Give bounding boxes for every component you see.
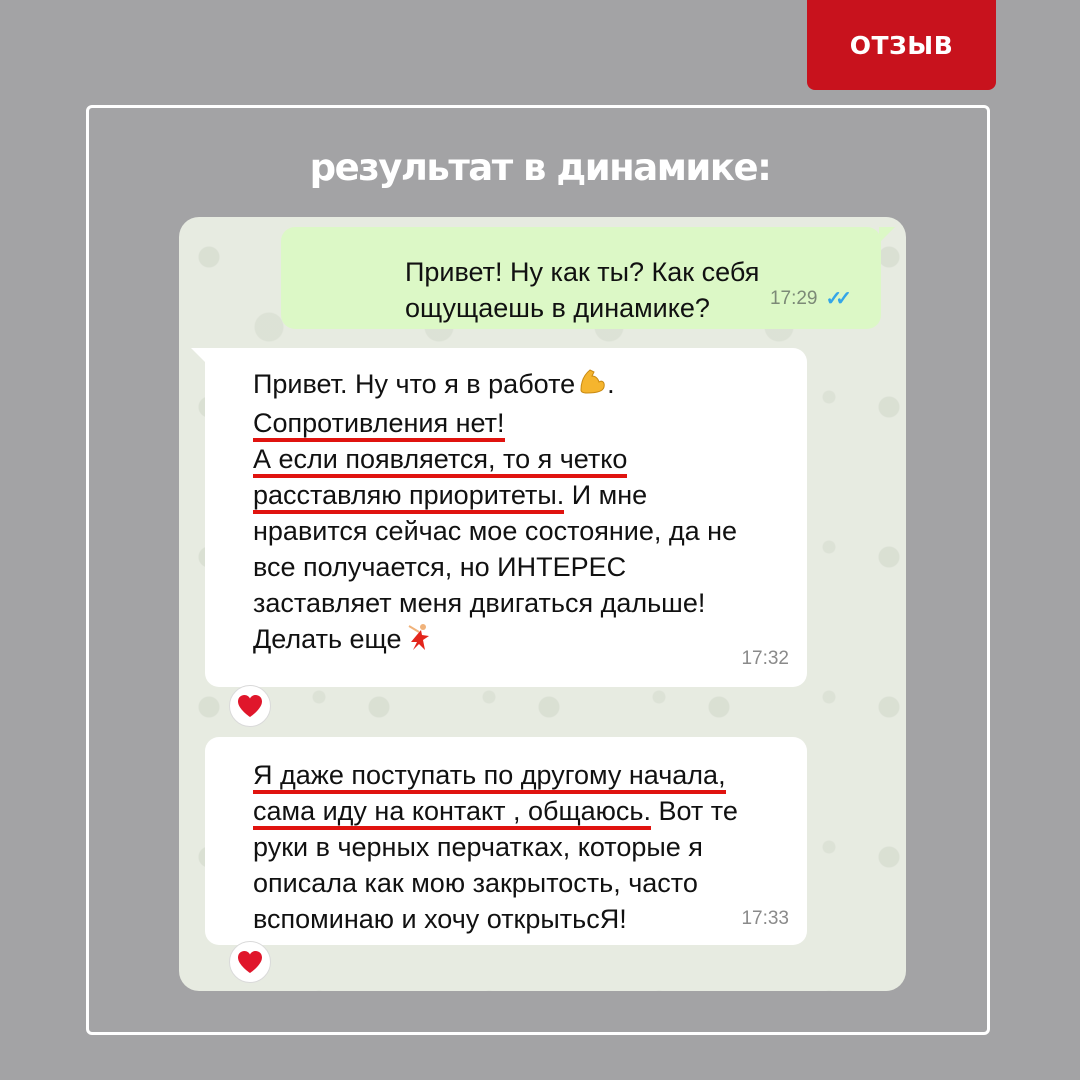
dancer-icon (403, 622, 433, 661)
message-time: 17:33 (741, 908, 789, 929)
message-text-line: все получается, но ИНТЕРЕС (253, 552, 627, 583)
message-text: Вот те (651, 796, 738, 826)
message-text: Делать еще (253, 624, 402, 655)
message-text-line: ощущаешь в динамике? (405, 293, 710, 323)
review-badge-label: ОТЗЫВ (849, 30, 954, 60)
message-text: Привет. Ну что я в работе (253, 369, 576, 399)
message-text-line (253, 441, 787, 477)
message-text-line: нравится сейчас мое состояние, да не (253, 516, 738, 547)
message-text-line (253, 757, 787, 793)
message-text-line: Привет! Ну как ты? Как себя (405, 257, 760, 287)
message-text: . (607, 369, 615, 399)
message-text-line: руки в черных перчатках, которые я (253, 832, 703, 862)
underlined-text: А если появляется, то я четко (253, 444, 627, 478)
red-heart-icon (237, 694, 263, 718)
chat-screenshot (179, 217, 906, 991)
reaction-heart[interactable] (229, 941, 271, 983)
message-text-line (253, 793, 787, 829)
message-time: 17:29 (769, 288, 818, 309)
incoming-message[interactable] (205, 348, 807, 687)
outgoing-message[interactable] (281, 227, 881, 329)
message-text-line (253, 477, 787, 513)
message-text-line: описала как мою закрытость, часто (253, 868, 698, 898)
underlined-text: расставляю приоритеты. (253, 480, 564, 514)
message-text-line (253, 405, 787, 441)
double-check-icon: ✓✓ (825, 288, 845, 310)
reaction-heart[interactable] (229, 685, 271, 727)
message-text-line: вспоминаю и хочу открытьсЯ! (253, 904, 627, 934)
red-heart-icon (237, 950, 263, 974)
underlined-text: сама иду на контакт , общаюсь. (253, 796, 651, 830)
message-text-line (253, 366, 787, 405)
message-text-line (253, 621, 787, 660)
review-badge (807, 0, 996, 90)
outgoing-bubble-tail (879, 227, 895, 243)
page-title: результат в динамике: (309, 146, 771, 189)
message-time: 17:32 (741, 648, 789, 669)
underlined-text: Сопротивления нет! (253, 408, 505, 442)
flexed-biceps-icon (577, 366, 607, 405)
message-text: И мне (564, 480, 648, 511)
message-meta (770, 281, 851, 317)
message-text-line: заставляет меня двигаться дальше! (253, 588, 706, 619)
underlined-text: Я даже поступать по другому начала, (253, 760, 726, 794)
incoming-message[interactable] (205, 737, 807, 945)
